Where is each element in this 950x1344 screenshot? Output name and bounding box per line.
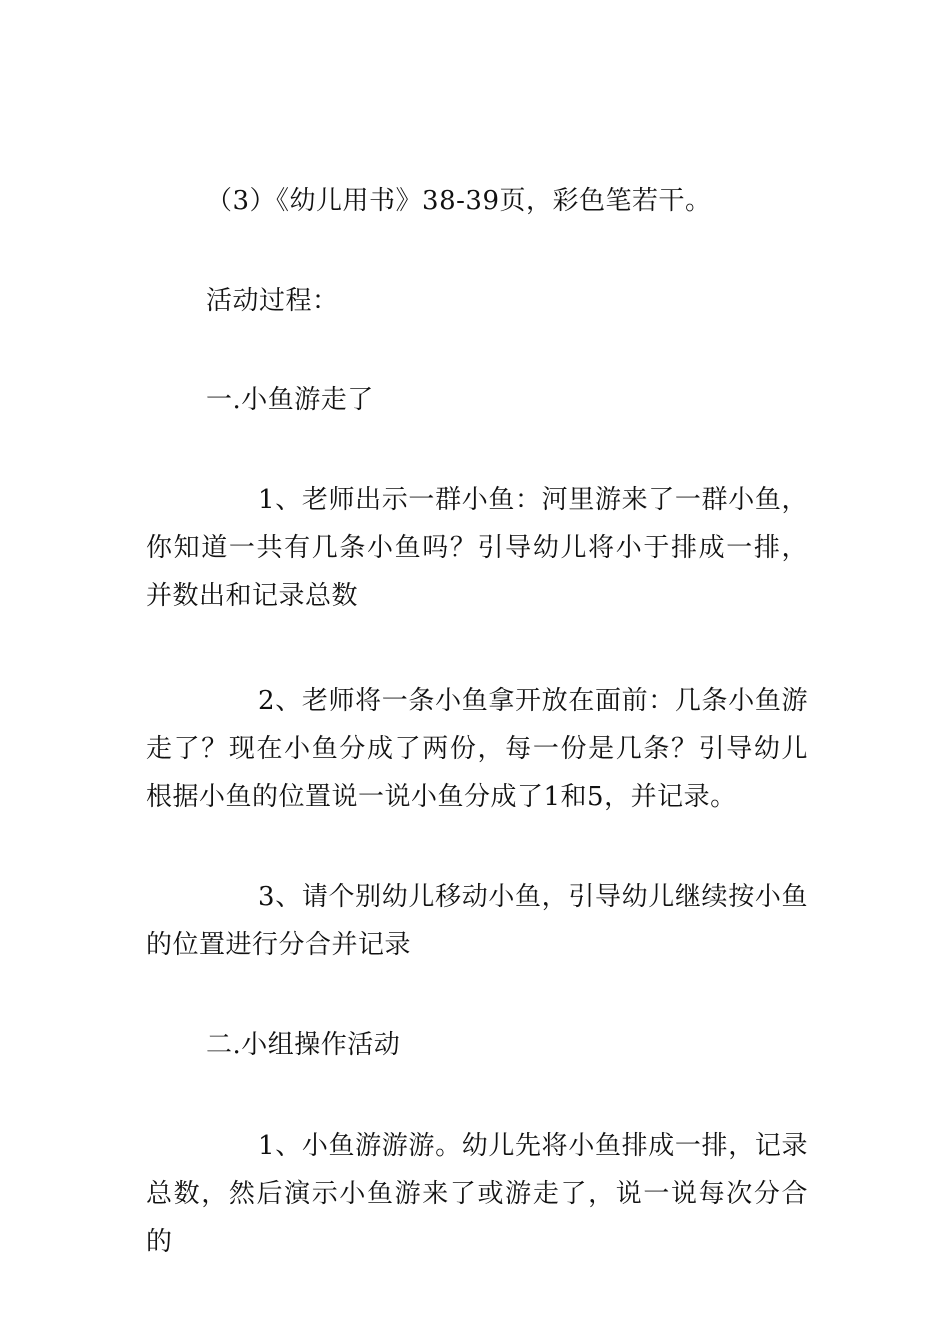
section-1-heading: 一.小鱼游走了 — [206, 385, 374, 415]
section-1-item-2: 2、老师将一条小鱼拿开放在面前：几条小鱼游走了？现在小鱼分成了两份，每一份是几条？引导幼儿根据小鱼的位置说一说小鱼分成了1和5，并记录。 — [146, 686, 808, 812]
materials-item-3: （3）《幼儿用书》38-39页，彩色笔若干。 — [206, 186, 712, 216]
section-2-item-1: 1、小鱼游游游。幼儿先将小鱼排成一排，记录总数，然后演示小鱼游来了或游走了，说一说每次分合的 — [146, 1131, 808, 1257]
process-heading: 活动过程： — [206, 286, 339, 316]
section-1-item-1: 1、老师出示一群小鱼：河里游来了一群小鱼，你知道一共有几条小鱼吗？引导幼儿将小于排成一排，并数出和记录总数 — [146, 485, 808, 611]
section-1-item-3: 3、请个别幼儿移动小鱼，引导幼儿继续按小鱼的位置进行分合并记录 — [146, 882, 808, 960]
section-2-heading: 二.小组操作活动 — [206, 1030, 401, 1060]
